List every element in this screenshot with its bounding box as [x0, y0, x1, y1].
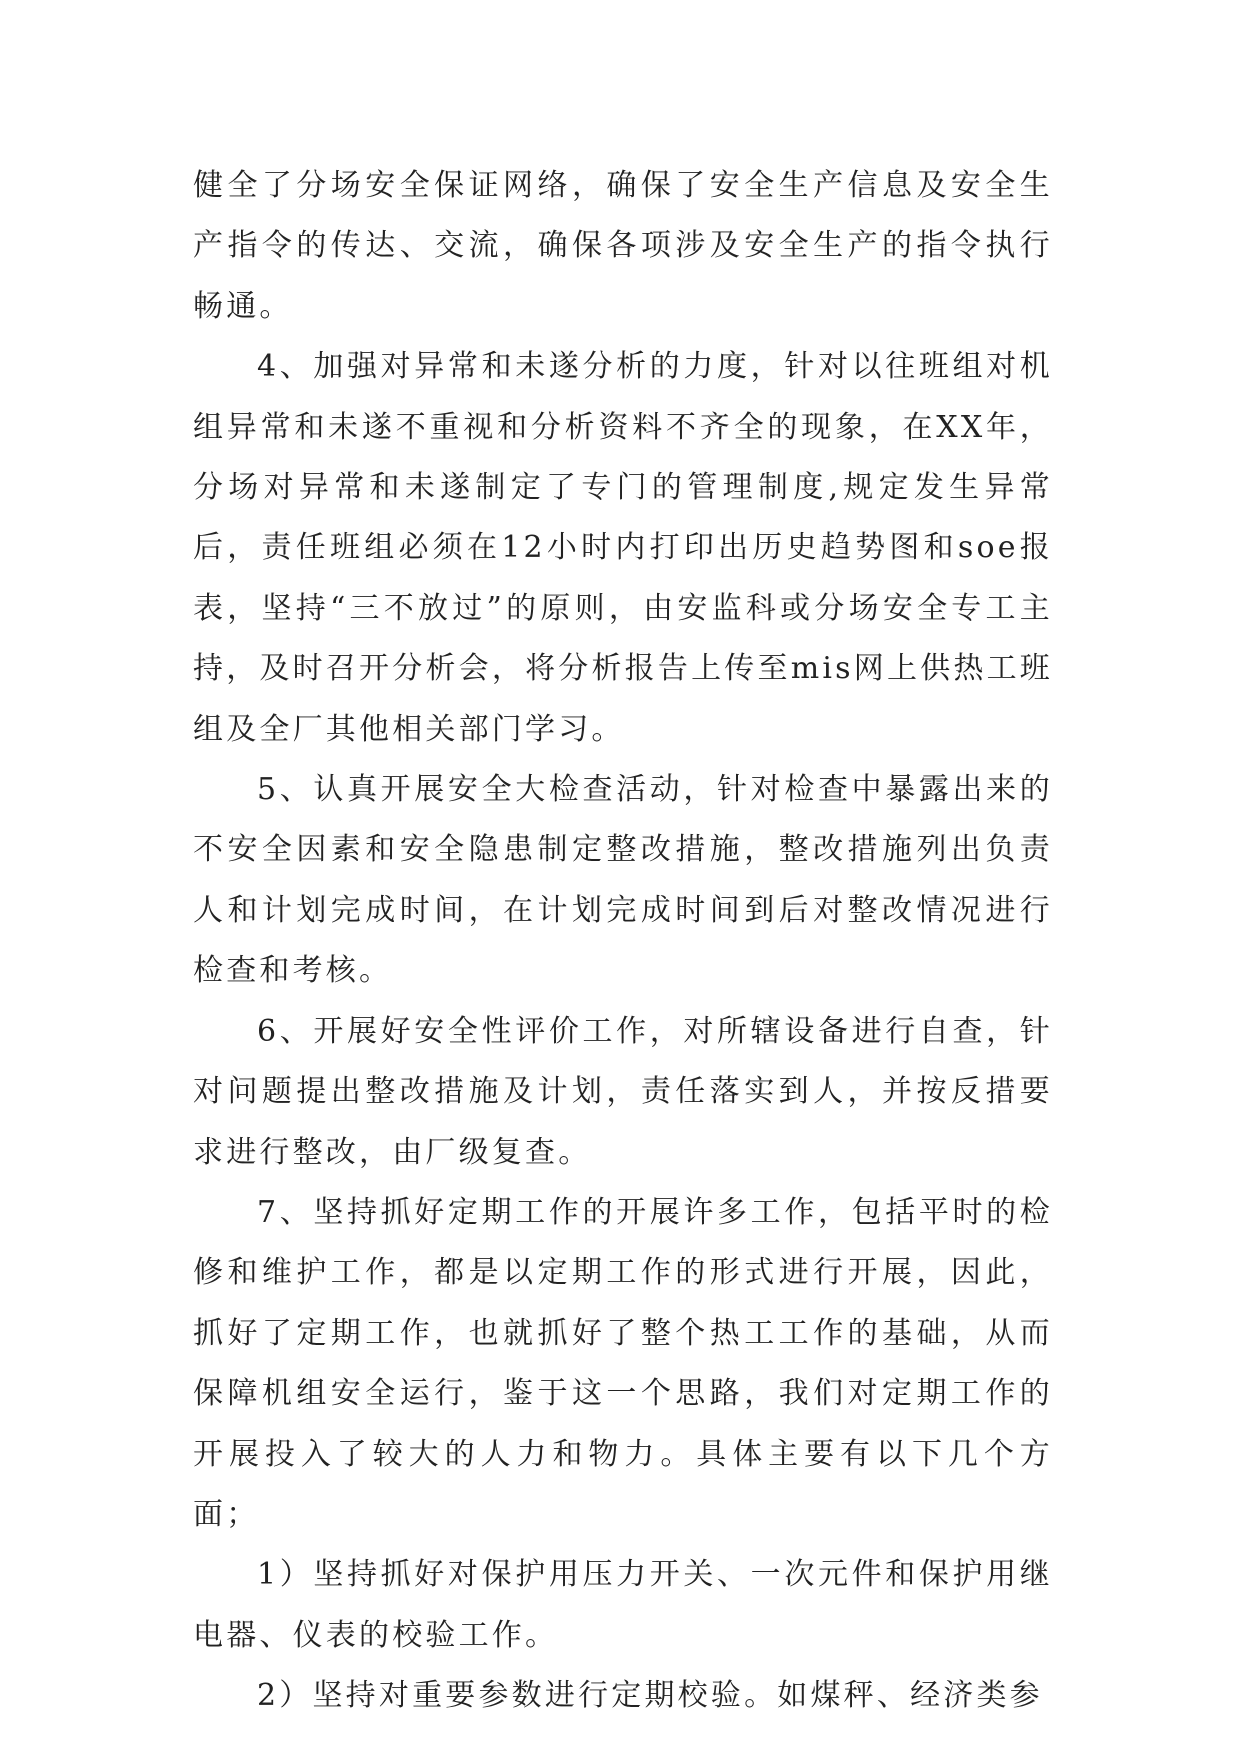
paragraph-subitem-2: 2）坚持对重要参数进行定期校验。如煤秤、经济类参: [257, 1678, 1043, 1714]
paragraph-item-7: 7、坚持抓好定期工作的开展许多工作，包括平时的检修和维护工作，都是以定期工作的形式进行开展，因此，抓好了定期工作，也就抓好了整个热工工作的基础，从而保障机组安全运行，鉴于这一个思路，我们对定期工作的开展投入了较大的人力和物力。具体主要有以下几个方面；: [193, 1194, 1053, 1532]
paragraph-continuation: 健全了分场安全保证网络，确保了安全生产信息及安全生产指令的传达、交流，确保各项涉及安全生产的指令执行畅通。: [193, 168, 1053, 324]
paragraph-item-5: 5、认真开展安全大检查活动，针对检查中暴露出来的不安全因素和安全隐患制定整改措施，整改措施列出负责人和计划完成时间，在计划完成时间到后对整改情况进行检查和考核。: [193, 772, 1053, 989]
document-body: [193, 156, 1053, 1727]
paragraph-subitem-1: 1）坚持抓好对保护用压力开关、一次元件和保护用继电器、仪表的校验工作。: [193, 1557, 1053, 1653]
paragraph-item-6: 6、开展好安全性评价工作，对所辖设备进行自查，针对问题提出整改措施及计划，责任落实到人，并按反措要求进行整改，由厂级复查。: [193, 1013, 1053, 1170]
paragraph-item-4: 4、加强对异常和未遂分析的力度，针对以往班组对机组异常和未遂不重视和分析资料不齐全的现象，在XX年，分场对异常和未遂制定了专门的管理制度,规定发生异常后，责任班组必须在12小时内打印出历史趋势图和soe报表，坚持“三不放过”的原则，由安监科或分场安全专工主持，及时召开分析会，将分析报告上传至mis网上供热工班组及全厂其他相关部门学习。: [193, 349, 1053, 747]
